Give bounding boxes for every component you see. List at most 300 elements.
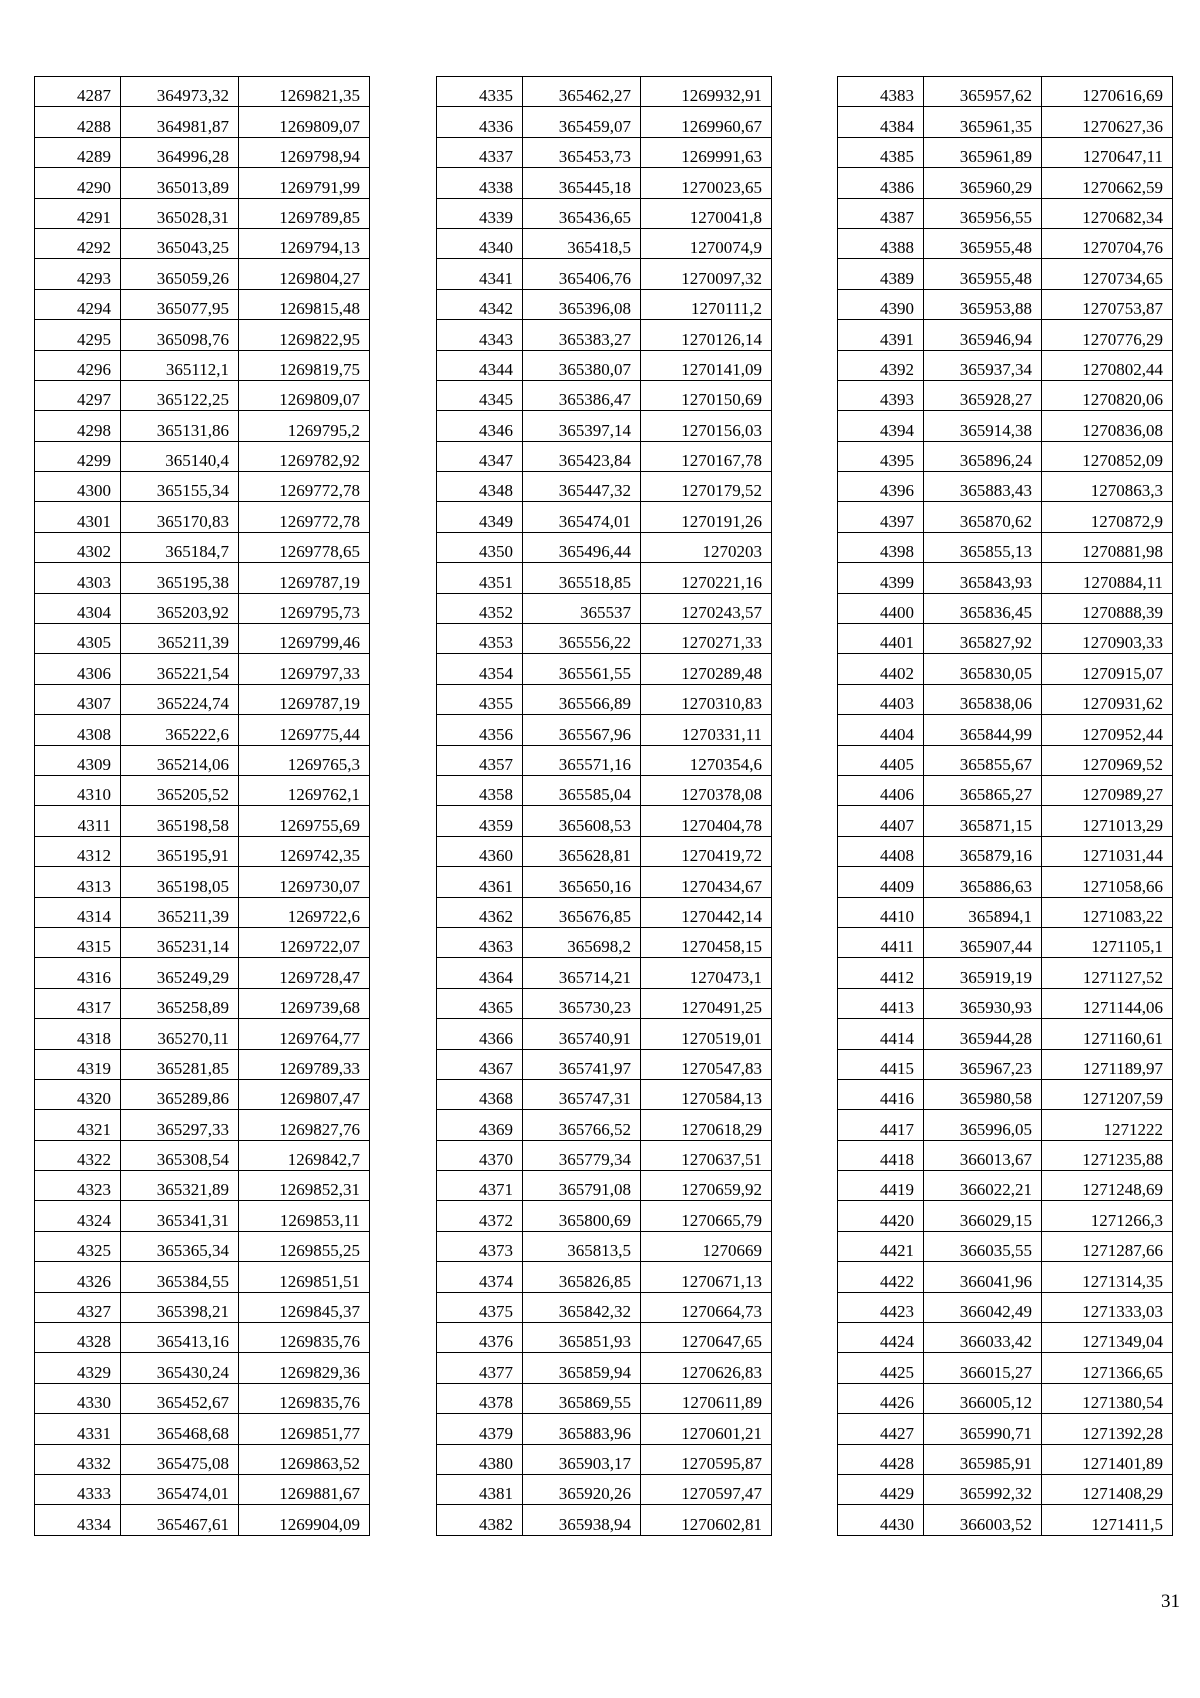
point-number-cell: 4337 xyxy=(437,137,523,167)
x-coordinate-cell: 365077,95 xyxy=(121,289,239,319)
x-coordinate-cell: 365937,34 xyxy=(924,350,1042,380)
x-coordinate-cell: 366022,21 xyxy=(924,1171,1042,1201)
table-row xyxy=(35,563,370,593)
point-number-cell: 4327 xyxy=(35,1292,121,1322)
x-coordinate-cell: 365198,58 xyxy=(121,806,239,836)
y-coordinate-cell: 1269960,67 xyxy=(641,107,772,137)
point-number-cell: 4330 xyxy=(35,1383,121,1413)
y-coordinate-cell: 1270378,08 xyxy=(641,775,772,805)
table-row xyxy=(838,259,1173,289)
point-number-cell: 4345 xyxy=(437,380,523,410)
y-coordinate-cell: 1269772,78 xyxy=(239,472,370,502)
table-row xyxy=(35,867,370,897)
point-number-cell: 4359 xyxy=(437,806,523,836)
table-row xyxy=(437,77,772,107)
x-coordinate-cell: 366035,55 xyxy=(924,1231,1042,1261)
x-coordinate-cell: 365297,33 xyxy=(121,1110,239,1140)
point-number-cell: 4414 xyxy=(838,1019,924,1049)
point-number-cell: 4425 xyxy=(838,1353,924,1383)
y-coordinate-cell: 1270618,29 xyxy=(641,1110,772,1140)
table-row xyxy=(35,836,370,866)
table-row xyxy=(35,1019,370,1049)
y-coordinate-cell: 1270884,11 xyxy=(1042,563,1173,593)
table-row xyxy=(437,897,772,927)
y-coordinate-cell: 1270626,83 xyxy=(641,1353,772,1383)
y-coordinate-cell: 1270734,65 xyxy=(1042,259,1173,289)
y-coordinate-cell: 1269775,44 xyxy=(239,715,370,745)
table-row xyxy=(838,745,1173,775)
x-coordinate-cell: 365826,85 xyxy=(523,1262,641,1292)
x-coordinate-cell: 365946,94 xyxy=(924,320,1042,350)
x-coordinate-cell: 365380,07 xyxy=(523,350,641,380)
table-row xyxy=(35,107,370,137)
y-coordinate-cell: 1269799,46 xyxy=(239,624,370,654)
x-coordinate-cell: 365447,32 xyxy=(523,472,641,502)
x-coordinate-cell: 365384,55 xyxy=(121,1262,239,1292)
y-coordinate-cell: 1271411,5 xyxy=(1042,1505,1173,1535)
point-number-cell: 4393 xyxy=(838,380,924,410)
table-row xyxy=(838,684,1173,714)
y-coordinate-cell: 1270952,44 xyxy=(1042,715,1173,745)
table-row xyxy=(35,927,370,957)
y-coordinate-cell: 1270074,9 xyxy=(641,228,772,258)
y-coordinate-cell: 1270931,62 xyxy=(1042,684,1173,714)
table-row xyxy=(838,289,1173,319)
x-coordinate-cell: 365406,76 xyxy=(523,259,641,289)
y-coordinate-cell: 1269845,37 xyxy=(239,1292,370,1322)
x-coordinate-cell: 365907,44 xyxy=(924,927,1042,957)
y-coordinate-cell: 1270903,33 xyxy=(1042,624,1173,654)
point-number-cell: 4335 xyxy=(437,77,523,107)
point-number-cell: 4410 xyxy=(838,897,924,927)
x-coordinate-cell: 365430,24 xyxy=(121,1353,239,1383)
point-number-cell: 4376 xyxy=(437,1323,523,1353)
table-row xyxy=(35,745,370,775)
table-row xyxy=(35,289,370,319)
point-number-cell: 4333 xyxy=(35,1474,121,1504)
x-coordinate-cell: 365955,48 xyxy=(924,259,1042,289)
y-coordinate-cell: 1270221,16 xyxy=(641,563,772,593)
x-coordinate-cell: 365944,28 xyxy=(924,1019,1042,1049)
x-coordinate-cell: 365140,4 xyxy=(121,441,239,471)
x-coordinate-cell: 365059,26 xyxy=(121,259,239,289)
point-number-cell: 4292 xyxy=(35,228,121,258)
point-number-cell: 4346 xyxy=(437,411,523,441)
y-coordinate-cell: 1271189,97 xyxy=(1042,1049,1173,1079)
point-number-cell: 4319 xyxy=(35,1049,121,1079)
y-coordinate-cell: 1269852,31 xyxy=(239,1171,370,1201)
point-number-cell: 4326 xyxy=(35,1262,121,1292)
point-number-cell: 4377 xyxy=(437,1353,523,1383)
y-coordinate-cell: 1269991,63 xyxy=(641,137,772,167)
x-coordinate-cell: 365896,24 xyxy=(924,441,1042,471)
coordinate-table-2 xyxy=(436,76,772,1536)
point-number-cell: 4349 xyxy=(437,502,523,532)
point-number-cell: 4297 xyxy=(35,380,121,410)
point-number-cell: 4427 xyxy=(838,1414,924,1444)
x-coordinate-cell: 365205,52 xyxy=(121,775,239,805)
table-row xyxy=(838,1262,1173,1292)
x-coordinate-cell: 365871,15 xyxy=(924,806,1042,836)
x-coordinate-cell: 365992,32 xyxy=(924,1474,1042,1504)
y-coordinate-cell: 1269742,35 xyxy=(239,836,370,866)
table-row xyxy=(35,684,370,714)
y-coordinate-cell: 1271248,69 xyxy=(1042,1171,1173,1201)
x-coordinate-cell: 365928,27 xyxy=(924,380,1042,410)
y-coordinate-cell: 1271392,28 xyxy=(1042,1414,1173,1444)
y-coordinate-cell: 1269842,7 xyxy=(239,1140,370,1170)
table-row xyxy=(437,259,772,289)
point-number-cell: 4360 xyxy=(437,836,523,866)
point-number-cell: 4392 xyxy=(838,350,924,380)
point-number-cell: 4339 xyxy=(437,198,523,228)
table-row xyxy=(437,1110,772,1140)
x-coordinate-cell: 366013,67 xyxy=(924,1140,1042,1170)
point-number-cell: 4342 xyxy=(437,289,523,319)
y-coordinate-cell: 1269722,07 xyxy=(239,927,370,957)
x-coordinate-cell: 365883,43 xyxy=(924,472,1042,502)
y-coordinate-cell: 1270753,87 xyxy=(1042,289,1173,319)
x-coordinate-cell: 365676,85 xyxy=(523,897,641,927)
point-number-cell: 4343 xyxy=(437,320,523,350)
x-coordinate-cell: 365222,6 xyxy=(121,715,239,745)
y-coordinate-cell: 1271083,22 xyxy=(1042,897,1173,927)
point-number-cell: 4375 xyxy=(437,1292,523,1322)
x-coordinate-cell: 365308,54 xyxy=(121,1140,239,1170)
x-coordinate-cell: 365960,29 xyxy=(924,168,1042,198)
point-number-cell: 4383 xyxy=(838,77,924,107)
table-row xyxy=(437,1049,772,1079)
table-row xyxy=(35,654,370,684)
y-coordinate-cell: 1269853,11 xyxy=(239,1201,370,1231)
table-row xyxy=(35,168,370,198)
y-coordinate-cell: 1271314,35 xyxy=(1042,1262,1173,1292)
x-coordinate-cell: 365813,5 xyxy=(523,1231,641,1261)
point-number-cell: 4385 xyxy=(838,137,924,167)
x-coordinate-cell: 365698,2 xyxy=(523,927,641,957)
y-coordinate-cell: 1269932,91 xyxy=(641,77,772,107)
table-row xyxy=(838,806,1173,836)
x-coordinate-cell: 365436,65 xyxy=(523,198,641,228)
y-coordinate-cell: 1269807,47 xyxy=(239,1079,370,1109)
y-coordinate-cell: 1269787,19 xyxy=(239,563,370,593)
table-row xyxy=(437,654,772,684)
table-row xyxy=(35,441,370,471)
x-coordinate-cell: 365953,88 xyxy=(924,289,1042,319)
point-number-cell: 4381 xyxy=(437,1474,523,1504)
point-number-cell: 4332 xyxy=(35,1444,121,1474)
y-coordinate-cell: 1270126,14 xyxy=(641,320,772,350)
table-row xyxy=(437,1140,772,1170)
point-number-cell: 4316 xyxy=(35,958,121,988)
y-coordinate-cell: 1269782,92 xyxy=(239,441,370,471)
table-row xyxy=(437,1383,772,1413)
table-row xyxy=(35,624,370,654)
point-number-cell: 4311 xyxy=(35,806,121,836)
y-coordinate-cell: 1269819,75 xyxy=(239,350,370,380)
table-row xyxy=(437,958,772,988)
x-coordinate-cell: 365859,94 xyxy=(523,1353,641,1383)
point-number-cell: 4390 xyxy=(838,289,924,319)
y-coordinate-cell: 1271380,54 xyxy=(1042,1383,1173,1413)
x-coordinate-cell: 365919,19 xyxy=(924,958,1042,988)
x-coordinate-cell: 365475,08 xyxy=(121,1444,239,1474)
point-number-cell: 4334 xyxy=(35,1505,121,1535)
y-coordinate-cell: 1269809,07 xyxy=(239,107,370,137)
table-row xyxy=(838,228,1173,258)
point-number-cell: 4422 xyxy=(838,1262,924,1292)
y-coordinate-cell: 1270665,79 xyxy=(641,1201,772,1231)
y-coordinate-cell: 1271058,66 xyxy=(1042,867,1173,897)
point-number-cell: 4403 xyxy=(838,684,924,714)
y-coordinate-cell: 1270595,87 xyxy=(641,1444,772,1474)
point-number-cell: 4412 xyxy=(838,958,924,988)
point-number-cell: 4344 xyxy=(437,350,523,380)
x-coordinate-cell: 365556,22 xyxy=(523,624,641,654)
x-coordinate-cell: 365957,62 xyxy=(924,77,1042,107)
point-number-cell: 4396 xyxy=(838,472,924,502)
table-row xyxy=(437,320,772,350)
table-row xyxy=(35,1110,370,1140)
x-coordinate-cell: 366041,96 xyxy=(924,1262,1042,1292)
point-number-cell: 4350 xyxy=(437,532,523,562)
point-number-cell: 4362 xyxy=(437,897,523,927)
table-row xyxy=(838,1383,1173,1413)
table-row xyxy=(437,593,772,623)
x-coordinate-cell: 365155,34 xyxy=(121,472,239,502)
y-coordinate-cell: 1270611,89 xyxy=(641,1383,772,1413)
point-number-cell: 4323 xyxy=(35,1171,121,1201)
point-number-cell: 4356 xyxy=(437,715,523,745)
table-row xyxy=(437,350,772,380)
point-number-cell: 4348 xyxy=(437,472,523,502)
x-coordinate-cell: 365459,07 xyxy=(523,107,641,137)
point-number-cell: 4418 xyxy=(838,1140,924,1170)
x-coordinate-cell: 365231,14 xyxy=(121,927,239,957)
point-number-cell: 4378 xyxy=(437,1383,523,1413)
point-number-cell: 4419 xyxy=(838,1171,924,1201)
table-row xyxy=(838,411,1173,441)
point-number-cell: 4353 xyxy=(437,624,523,654)
table-row xyxy=(838,1323,1173,1353)
y-coordinate-cell: 1270671,13 xyxy=(641,1262,772,1292)
point-number-cell: 4371 xyxy=(437,1171,523,1201)
table-row xyxy=(437,1323,772,1353)
y-coordinate-cell: 1270802,44 xyxy=(1042,350,1173,380)
x-coordinate-cell: 365894,1 xyxy=(924,897,1042,927)
point-number-cell: 4358 xyxy=(437,775,523,805)
point-number-cell: 4395 xyxy=(838,441,924,471)
y-coordinate-cell: 1270547,83 xyxy=(641,1049,772,1079)
y-coordinate-cell: 1270473,1 xyxy=(641,958,772,988)
point-number-cell: 4315 xyxy=(35,927,121,957)
y-coordinate-cell: 1270852,09 xyxy=(1042,441,1173,471)
x-coordinate-cell: 365112,1 xyxy=(121,350,239,380)
table-row xyxy=(838,775,1173,805)
table-row xyxy=(838,1201,1173,1231)
y-coordinate-cell: 1269778,65 xyxy=(239,532,370,562)
x-coordinate-cell: 365195,38 xyxy=(121,563,239,593)
x-coordinate-cell: 365397,14 xyxy=(523,411,641,441)
x-coordinate-cell: 365956,55 xyxy=(924,198,1042,228)
y-coordinate-cell: 1269881,67 xyxy=(239,1474,370,1504)
table-row xyxy=(35,259,370,289)
y-coordinate-cell: 1271235,88 xyxy=(1042,1140,1173,1170)
table-row xyxy=(437,836,772,866)
point-number-cell: 4290 xyxy=(35,168,121,198)
table-row xyxy=(437,380,772,410)
y-coordinate-cell: 1270141,09 xyxy=(641,350,772,380)
y-coordinate-cell: 1269822,95 xyxy=(239,320,370,350)
y-coordinate-cell: 1269815,48 xyxy=(239,289,370,319)
x-coordinate-cell: 365195,91 xyxy=(121,836,239,866)
point-number-cell: 4387 xyxy=(838,198,924,228)
y-coordinate-cell: 1270602,81 xyxy=(641,1505,772,1535)
y-coordinate-cell: 1270023,65 xyxy=(641,168,772,198)
y-coordinate-cell: 1269829,36 xyxy=(239,1353,370,1383)
point-number-cell: 4411 xyxy=(838,927,924,957)
y-coordinate-cell: 1270888,39 xyxy=(1042,593,1173,623)
y-coordinate-cell: 1271408,29 xyxy=(1042,1474,1173,1504)
point-number-cell: 4289 xyxy=(35,137,121,167)
coordinate-table-3 xyxy=(837,76,1173,1536)
table-row xyxy=(838,563,1173,593)
y-coordinate-cell: 1269789,33 xyxy=(239,1049,370,1079)
point-number-cell: 4298 xyxy=(35,411,121,441)
x-coordinate-cell: 365650,16 xyxy=(523,867,641,897)
x-coordinate-cell: 366003,52 xyxy=(924,1505,1042,1535)
y-coordinate-cell: 1269797,33 xyxy=(239,654,370,684)
y-coordinate-cell: 1270836,08 xyxy=(1042,411,1173,441)
x-coordinate-cell: 365383,27 xyxy=(523,320,641,350)
x-coordinate-cell: 365281,85 xyxy=(121,1049,239,1079)
point-number-cell: 4321 xyxy=(35,1110,121,1140)
table-row xyxy=(35,1140,370,1170)
y-coordinate-cell: 1270669 xyxy=(641,1231,772,1261)
x-coordinate-cell: 365413,16 xyxy=(121,1323,239,1353)
table-row xyxy=(35,1171,370,1201)
point-number-cell: 4303 xyxy=(35,563,121,593)
table-row xyxy=(437,1262,772,1292)
table-row xyxy=(838,988,1173,1018)
point-number-cell: 4302 xyxy=(35,532,121,562)
point-number-cell: 4329 xyxy=(35,1353,121,1383)
y-coordinate-cell: 1270647,11 xyxy=(1042,137,1173,167)
x-coordinate-cell: 365418,5 xyxy=(523,228,641,258)
point-number-cell: 4287 xyxy=(35,77,121,107)
point-number-cell: 4430 xyxy=(838,1505,924,1535)
table-row xyxy=(35,198,370,228)
point-number-cell: 4372 xyxy=(437,1201,523,1231)
y-coordinate-cell: 1270191,26 xyxy=(641,502,772,532)
table-row xyxy=(35,988,370,1018)
x-coordinate-cell: 366005,12 xyxy=(924,1383,1042,1413)
y-coordinate-cell: 1270863,3 xyxy=(1042,472,1173,502)
point-number-cell: 4314 xyxy=(35,897,121,927)
y-coordinate-cell: 1271127,52 xyxy=(1042,958,1173,988)
point-number-cell: 4322 xyxy=(35,1140,121,1170)
x-coordinate-cell: 365608,53 xyxy=(523,806,641,836)
x-coordinate-cell: 365827,92 xyxy=(924,624,1042,654)
x-coordinate-cell: 365938,94 xyxy=(523,1505,641,1535)
coordinate-table-1 xyxy=(34,76,370,1536)
y-coordinate-cell: 1269762,1 xyxy=(239,775,370,805)
table-row xyxy=(437,1171,772,1201)
point-number-cell: 4299 xyxy=(35,441,121,471)
table-row xyxy=(35,775,370,805)
table-row xyxy=(437,1444,772,1474)
x-coordinate-cell: 365714,21 xyxy=(523,958,641,988)
page-number: 31 xyxy=(1161,1591,1180,1612)
x-coordinate-cell: 365289,86 xyxy=(121,1079,239,1109)
x-coordinate-cell: 365985,91 xyxy=(924,1444,1042,1474)
point-number-cell: 4336 xyxy=(437,107,523,137)
point-number-cell: 4416 xyxy=(838,1079,924,1109)
y-coordinate-cell: 1271160,61 xyxy=(1042,1019,1173,1049)
x-coordinate-cell: 365270,11 xyxy=(121,1019,239,1049)
point-number-cell: 4388 xyxy=(838,228,924,258)
x-coordinate-cell: 365566,89 xyxy=(523,684,641,714)
table-row xyxy=(35,958,370,988)
x-coordinate-cell: 365423,84 xyxy=(523,441,641,471)
table-row xyxy=(838,320,1173,350)
table-row xyxy=(838,532,1173,562)
x-coordinate-cell: 365838,06 xyxy=(924,684,1042,714)
x-coordinate-cell: 365184,7 xyxy=(121,532,239,562)
y-coordinate-cell: 1270776,29 xyxy=(1042,320,1173,350)
y-coordinate-cell: 1270442,14 xyxy=(641,897,772,927)
table-row xyxy=(437,806,772,836)
table-row xyxy=(838,1444,1173,1474)
table-row xyxy=(437,228,772,258)
y-coordinate-cell: 1271366,65 xyxy=(1042,1353,1173,1383)
table-row xyxy=(35,1323,370,1353)
table-row xyxy=(838,198,1173,228)
point-number-cell: 4328 xyxy=(35,1323,121,1353)
y-coordinate-cell: 1270662,59 xyxy=(1042,168,1173,198)
point-number-cell: 4424 xyxy=(838,1323,924,1353)
x-coordinate-cell: 365914,38 xyxy=(924,411,1042,441)
point-number-cell: 4426 xyxy=(838,1383,924,1413)
point-number-cell: 4404 xyxy=(838,715,924,745)
x-coordinate-cell: 365474,01 xyxy=(523,502,641,532)
point-number-cell: 4325 xyxy=(35,1231,121,1261)
x-coordinate-cell: 365537 xyxy=(523,593,641,623)
x-coordinate-cell: 365365,34 xyxy=(121,1231,239,1261)
point-number-cell: 4401 xyxy=(838,624,924,654)
table-row xyxy=(437,411,772,441)
y-coordinate-cell: 1269791,99 xyxy=(239,168,370,198)
x-coordinate-cell: 365258,89 xyxy=(121,988,239,1018)
table-row xyxy=(838,441,1173,471)
x-coordinate-cell: 365879,16 xyxy=(924,836,1042,866)
point-number-cell: 4347 xyxy=(437,441,523,471)
point-number-cell: 4307 xyxy=(35,684,121,714)
y-coordinate-cell: 1270682,34 xyxy=(1042,198,1173,228)
y-coordinate-cell: 1270167,78 xyxy=(641,441,772,471)
x-coordinate-cell: 365628,81 xyxy=(523,836,641,866)
x-coordinate-cell: 365341,31 xyxy=(121,1201,239,1231)
y-coordinate-cell: 1269772,78 xyxy=(239,502,370,532)
table-row xyxy=(437,775,772,805)
point-number-cell: 4374 xyxy=(437,1262,523,1292)
y-coordinate-cell: 1269722,6 xyxy=(239,897,370,927)
point-number-cell: 4382 xyxy=(437,1505,523,1535)
x-coordinate-cell: 365462,27 xyxy=(523,77,641,107)
point-number-cell: 4373 xyxy=(437,1231,523,1261)
y-coordinate-cell: 1271401,89 xyxy=(1042,1444,1173,1474)
x-coordinate-cell: 365836,45 xyxy=(924,593,1042,623)
